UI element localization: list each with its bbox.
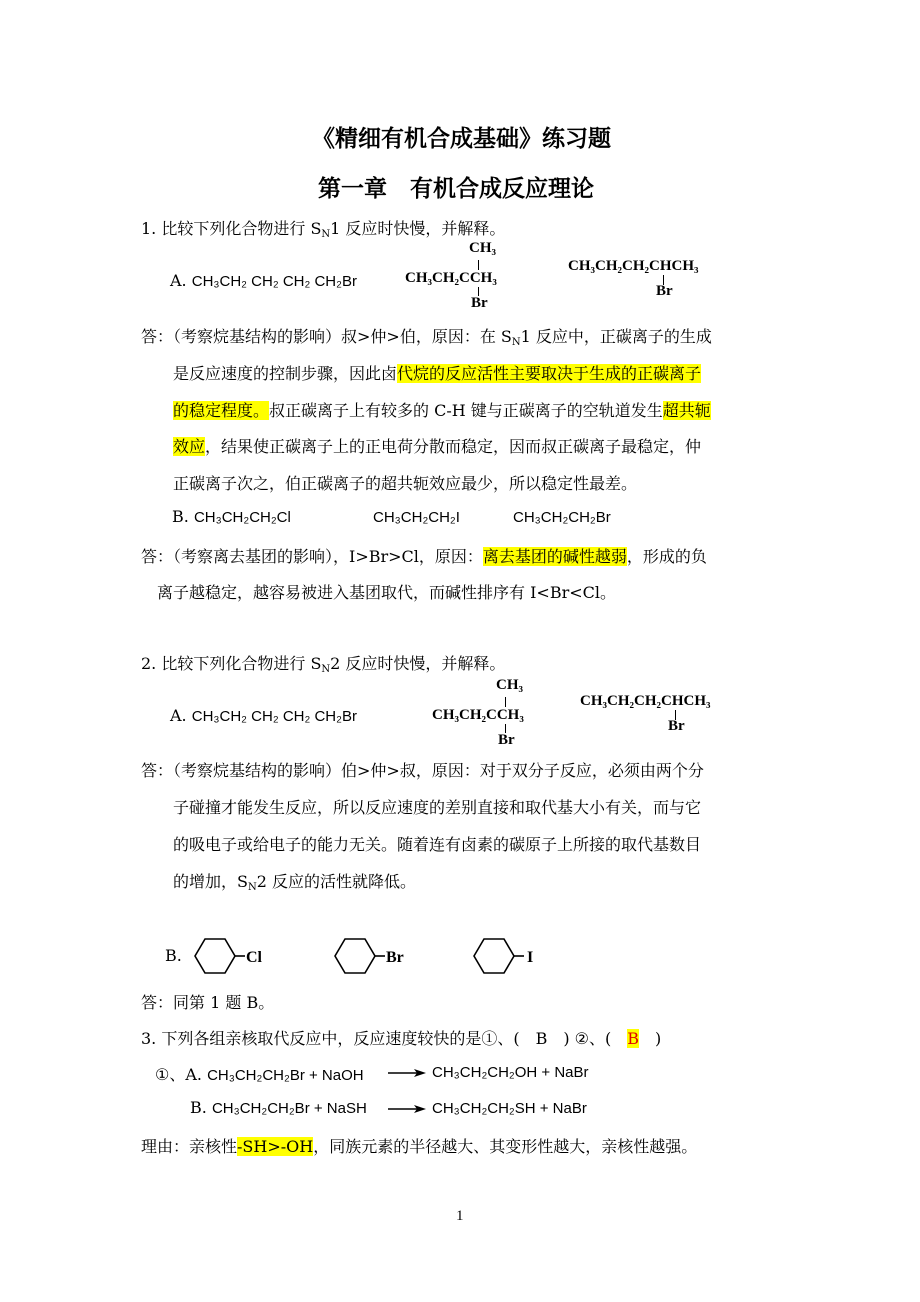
q1-struct-sec [568,258,718,303]
q1-answer-b-line2: 离子越稳定，越容易被进入基团取代，而碱性排序有 I<Br<Cl。 [157,583,616,602]
cyclohexane-ring [195,939,235,973]
ring-label-cl: Cl [246,949,262,966]
q2-answer-a-line2: 子碰撞才能发生反应，所以反应速度的差别直接和取代基大小有关，而与它 [173,798,702,817]
cyclohexyl-bromide [335,939,404,973]
cyclohexane-ring [335,939,375,973]
q3-reaction-a-products: CH₃CH₂CH₂OH + NaBr [432,1064,589,1081]
q1-formula-a: CH₃CH₂ CH₂ CH₂ CH₂Br [191,273,357,290]
q3-reaction-b-products: CH₃CH₂CH₂SH + NaBr [432,1100,587,1117]
q2-option-a: A. CH₃CH₂ CH₂ CH₂ CH₂Br [170,706,357,725]
struct-main: CH₃CH₂CCH₃ [405,270,497,286]
ring-label-i: I [527,949,534,966]
q1-answer-b-line1: 答：（考察离去基团的影响），I>Br>Cl，原因：离去基团的碱性越弱，形成的负 [141,547,707,566]
q1-stem: 1. 比较下列化合物进行 $S_N1$ 反应时快慢，并解释。 [141,219,506,240]
struct-bottom: Br [656,283,673,299]
q2-answer-a-line4: 的增加，$S_N2$ 反应的活性就降低。 [173,872,416,893]
q3-stem: 3. 下列各组亲核取代反应中，反应速度较快的是①、( B ) ②、( B ) [141,1029,662,1048]
q1-option-b-f2: CH₃CH₂CH₂I [373,509,460,526]
q2-stem: 2. 比较下列化合物进行 $S_N2$ 反应时快慢，并解释。 [141,654,506,675]
q2-struct-sec [580,693,730,738]
cyclohexane-ring [474,939,514,973]
struct-main: CH₃CH₂CH₂CHCH₃ [568,258,699,274]
struct-top: CH₃ [496,677,523,693]
struct-main: CH₃CH₂CCH₃ [432,707,524,723]
q1-answer-a-line2: 是反应速度的控制步骤，因此卤代烷的反应活性主要取决于生成的正碳离子 [173,364,702,383]
struct-bottom: Br [668,718,685,734]
reaction-arrow-icon [388,1102,428,1116]
q1-answer-a-line5: 正碳离子次之，伯正碳离子的超共轭效应最少，所以稳定性最差。 [173,474,638,493]
document-title: 《精细有机合成基础》练习题 [312,126,611,152]
q2-answer-a-line3: 的吸电子或给电子的能力无关。随着连有卤素的碳原子上所接的取代基数目 [173,835,702,854]
q3-reason: 理由：亲核性-SH>-OH，同族元素的半径越大、其变形性越大，亲核性越强。 [141,1137,698,1156]
q1-option-a: A. CH₃CH₂ CH₂ CH₂ CH₂Br [170,271,357,290]
q2-option-b-label: B. [165,946,182,965]
cyclohexyl-chloride [195,939,263,973]
q1-option-b: B. CH₃CH₂CH₂Cl [172,507,291,526]
cyclohexyl-iodide [474,939,533,973]
struct-main: CH₃CH₂CH₂CHCH₃ [580,693,711,709]
chapter-title: 第一章 有机合成反应理论 [318,176,594,202]
struct-bottom: Br [471,295,488,311]
q3-reaction-a: ①、A. CH₃CH₂CH₂Br + NaOH [155,1065,364,1084]
struct-top: CH₃ [469,240,496,256]
page-number: 1 [456,1208,464,1224]
q2-answer-b: 答：同第 1 题 B。 [141,993,275,1012]
q3-answer-2: B [627,1029,640,1048]
q1-option-b-f3: CH₃CH₂CH₂Br [513,509,611,526]
q2-answer-a-line1: 答：（考察烷基结构的影响）伯>仲>叔，原因：对于双分子反应，必须由两个分 [141,761,704,780]
q3-reaction-b: B. CH₃CH₂CH₂Br + NaSH [190,1098,367,1117]
q1-answer-a-line4: 效应，结果使正碳离子上的正电荷分散而稳定，因而叔正碳离子最稳定，仲 [173,437,702,456]
reaction-arrow-icon [388,1066,428,1080]
q1-answer-a-line3: 的稳定程度。叔正碳离子上有较多的 C-H 键与正碳离子的空轨道发生超共轭 [173,401,711,420]
q1-answer-a-line1: 答：（考察烷基结构的影响）叔>仲>伯，原因：在 $S_N1$ 反应中，正碳离子的生成 [141,327,712,348]
q2-struct-tert [432,677,552,752]
q2-ring-structures [185,930,565,982]
struct-bottom: Br [498,732,515,748]
q2-formula-a: CH₃CH₂ CH₂ CH₂ CH₂Br [191,708,357,725]
q1-struct-tert [405,240,525,315]
ring-label-br: Br [386,949,404,966]
